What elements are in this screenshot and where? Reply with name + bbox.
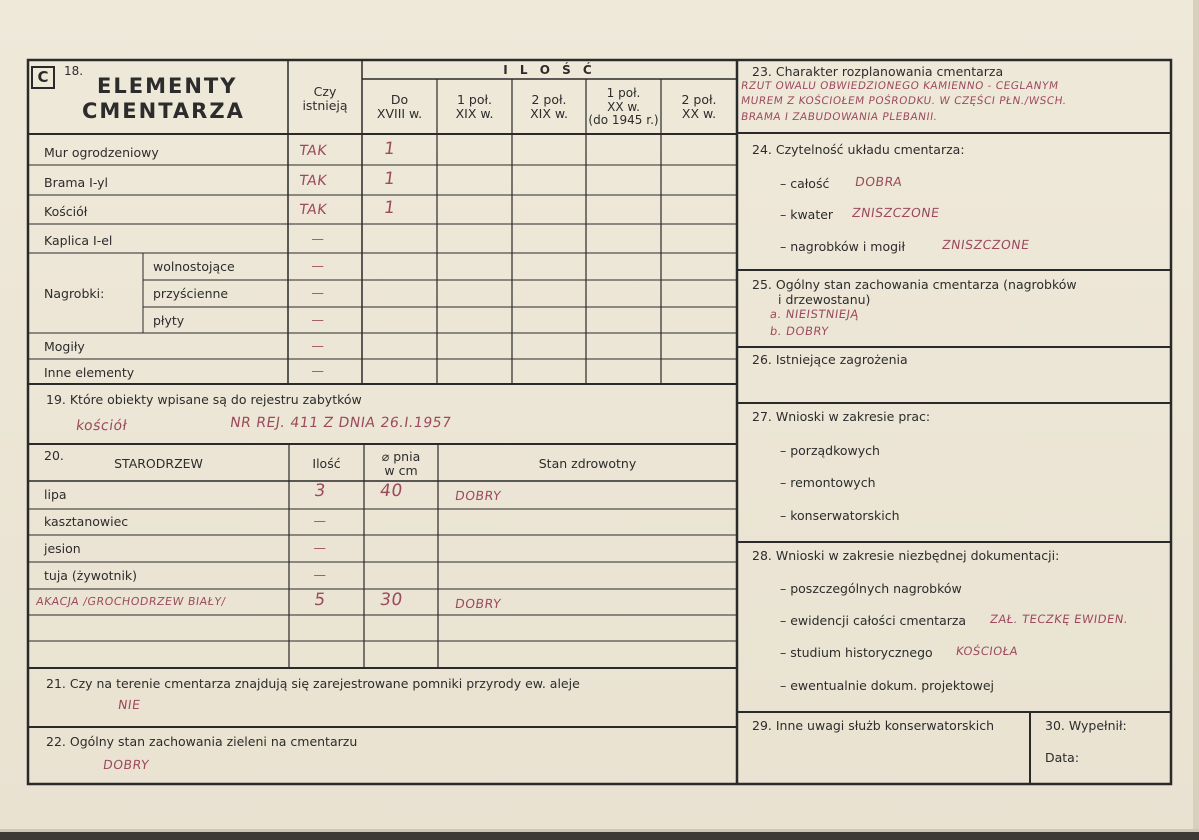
- ilosc-header: I L O Ś Ć: [503, 63, 596, 77]
- s23-label: 23. Charakter rozplanowania cmentarza: [752, 64, 1004, 79]
- s22-hw: DOBRY: [102, 757, 151, 772]
- hw-exists: TAK: [298, 202, 328, 218]
- hw-tree-state: DOBRY: [454, 488, 503, 503]
- s28-item: – poszczególnych nagrobków: [780, 581, 962, 596]
- s28-item: – studium historycznego: [780, 645, 933, 660]
- row-label: Brama I-yl: [44, 175, 109, 190]
- period-header: 1 poł. XIX w.: [455, 92, 494, 121]
- s27-item: – porządkowych: [780, 443, 880, 458]
- hw-count: 1: [382, 198, 397, 218]
- s24-hw: ZNISZCZONE: [851, 205, 941, 220]
- s19-label: 19. Które obiekty wpisane są do rejestru zabytków: [46, 392, 362, 407]
- row-label: Mogiły: [44, 339, 85, 354]
- s22-label: 22. Ogólny stan zachowania zieleni na cmentarzu: [46, 734, 358, 749]
- s28-label: 28. Wnioski w zakresie niezbędnej dokumentacji:: [752, 548, 1060, 563]
- hw-exists: —: [310, 338, 326, 353]
- hw-exists: TAK: [298, 173, 328, 189]
- s25-hw: b. DOBRY: [769, 324, 830, 338]
- hw-tree-state: DOBRY: [454, 596, 503, 611]
- s24-item: – kwater: [780, 207, 834, 222]
- hw-tree-diameter: 40: [378, 481, 405, 501]
- s30-label: 30. Wypełnił:: [1045, 718, 1127, 733]
- tree-name: tuja (żywotnik): [44, 568, 138, 583]
- s28-hw: KOŚCIOŁA: [955, 644, 1020, 658]
- hw-exists: —: [310, 285, 326, 300]
- hw-count: 1: [382, 139, 397, 159]
- s24-item: – nagrobków i mogił: [780, 239, 906, 254]
- s21-label: 21. Czy na terenie cmentarza znajdują się zarejestrowane pomniki przyrody ew. aleje: [46, 676, 580, 691]
- s23-hw: RZUT OWALU OBWIEDZIONEGO KAMIENNO - CEGLANYM: [740, 80, 1060, 92]
- section-title-1: ELEMENTY: [97, 74, 238, 98]
- row-label: płyty: [153, 313, 185, 328]
- row-label: wolnostojące: [153, 259, 235, 274]
- hw-tree-qty: 3: [312, 481, 328, 501]
- period-header: 1 poł. XX w. (do 1945 r.): [588, 86, 659, 127]
- s28-hw: ZAŁ. TECZKĘ EWIDEN.: [989, 612, 1130, 626]
- tree-name: kasztanowiec: [44, 514, 129, 529]
- hw-tree-diameter: 30: [378, 590, 405, 610]
- hw-exists: —: [310, 258, 326, 273]
- col-exists-header: Czy istnieją: [302, 84, 348, 113]
- s24-hw: ZNISZCZONE: [941, 237, 1031, 252]
- s20-col-qty: Ilość: [312, 456, 341, 471]
- hw-count: 1: [382, 169, 397, 189]
- hw-exists: —: [310, 231, 326, 246]
- s28-item: – ewidencji całości cmentarza: [780, 613, 967, 628]
- s20-col-tree: STARODRZEW: [114, 456, 203, 471]
- section-title-2: CMENTARZA: [82, 99, 245, 123]
- row-label: Mur ogrodzeniowy: [44, 145, 159, 160]
- s24-hw: DOBRA: [854, 174, 904, 189]
- s24-item: – całość: [780, 176, 830, 191]
- nagrobki-label: Nagrobki:: [44, 286, 105, 301]
- s29-label: 29. Inne uwagi służb konserwatorskich: [752, 718, 994, 733]
- row-label: Inne elementy: [44, 365, 135, 380]
- section-number: 18.: [64, 64, 84, 78]
- s20-number: 20.: [44, 448, 64, 463]
- tree-name: lipa: [44, 487, 67, 502]
- period-header: 2 poł. XX w.: [681, 92, 717, 121]
- section-letter: C: [31, 66, 55, 89]
- s30-date: Data:: [1045, 750, 1080, 765]
- s23-hw: BRAMA I ZABUDOWANIA PLEBANII.: [740, 111, 939, 123]
- s21-hw: NIE: [117, 697, 142, 712]
- s24-label: 24. Czytelność układu cmentarza:: [752, 142, 965, 157]
- hw-exists: TAK: [298, 143, 328, 159]
- s28-item: – ewentualnie dokum. projektowej: [780, 678, 995, 693]
- s27-item: – konserwatorskich: [780, 508, 900, 523]
- hw-tree-name: AKACJA /GROCHODRZEW BIAŁY/: [35, 595, 227, 608]
- hw-exists: —: [310, 363, 326, 378]
- period-header: 2 poł. XIX w.: [530, 92, 568, 121]
- s25-label-2: i drzewostanu): [778, 292, 871, 307]
- row-label: Kościół: [44, 204, 88, 219]
- hw-tree-qty: —: [312, 513, 328, 528]
- hw-tree-qty: —: [312, 540, 328, 555]
- s19-hw-object: kościół: [74, 418, 129, 434]
- row-label: przyścienne: [153, 286, 229, 301]
- s23-hw: MUREM Z KOŚCIOŁEM POŚRODKU. W CZĘŚCI PŁN./WSCH.: [740, 95, 1068, 107]
- tree-name: jesion: [44, 541, 81, 556]
- hw-tree-qty: —: [312, 567, 328, 582]
- s20-col-state: Stan zdrowotny: [538, 456, 637, 471]
- s25-label: 25. Ogólny stan zachowania cmentarza (nagrobków: [752, 277, 1077, 292]
- s27-label: 27. Wnioski w zakresie prac:: [752, 409, 931, 424]
- row-label: Kaplica I-el: [44, 233, 113, 248]
- hw-tree-qty: 5: [312, 590, 328, 610]
- s19-hw-register: NR REJ. 411 Z DNIA 26.I.1957: [228, 415, 453, 431]
- period-header: Do XVIII w.: [376, 92, 423, 121]
- hw-exists: —: [310, 312, 326, 327]
- s20-col-diameter: ⌀ pnia w cm: [381, 449, 421, 478]
- s26-label: 26. Istniejące zagrożenia: [752, 352, 908, 367]
- s25-hw: a. NIEISTNIEJĄ: [769, 307, 860, 321]
- s27-item: – remontowych: [780, 475, 876, 490]
